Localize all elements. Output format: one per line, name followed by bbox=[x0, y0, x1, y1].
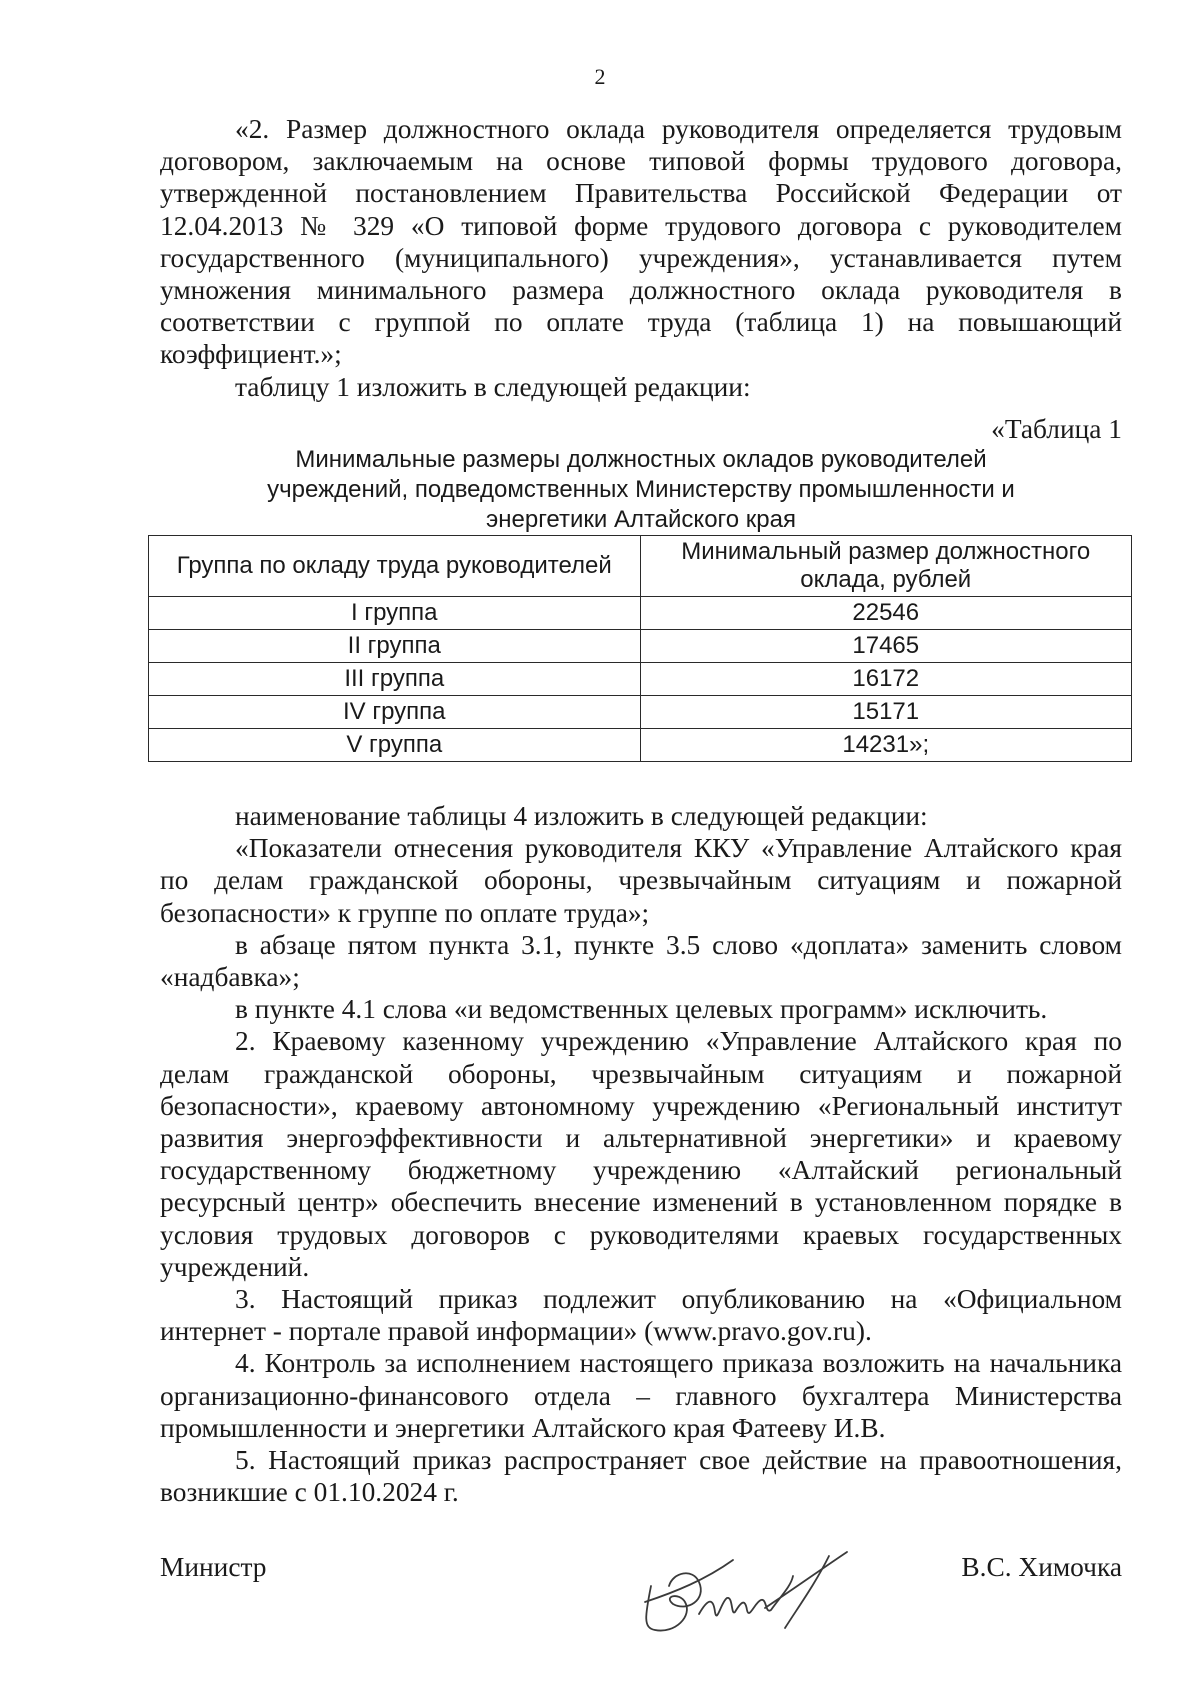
signature-block bbox=[160, 1530, 1122, 1670]
table-cell-salary: 16172 bbox=[640, 663, 1132, 696]
signatory-name: В.С. Химочка bbox=[961, 1552, 1122, 1582]
paragraph-item-4: 4. Контроль за исполнением настоящего приказа возложить на начальника организационно-финансового отдела – главного бухгалтера Министерства промышленности и энергетики Алтайского края Фатееву И.В. bbox=[160, 1348, 1122, 1443]
table-cell-salary: 15171 bbox=[640, 696, 1132, 729]
table-cell-group: IV группа bbox=[149, 696, 641, 729]
table-cell-group: III группа bbox=[149, 663, 641, 696]
table-cell-group: V группа bbox=[149, 729, 641, 762]
salary-table bbox=[148, 535, 1132, 762]
page-number: 2 bbox=[594, 64, 606, 89]
paragraph-table4-title: «Показатели отнесения руководителя ККУ «Управление Алтайского края по делам гражданской обороны, чрезвычайным ситуациям и пожарной безопасности» к группе по оплате труда»; bbox=[160, 833, 1122, 928]
table-header-row bbox=[149, 536, 1132, 597]
paragraph-table4-intro: наименование таблицы 4 изложить в следующей редакции: bbox=[235, 801, 928, 832]
table-cell-salary: 17465 bbox=[640, 630, 1132, 663]
table-row bbox=[149, 630, 1132, 663]
table-row bbox=[149, 663, 1132, 696]
paragraph-item-2-institutions: 2. Краевому казенному учреждению «Управление Алтайского края по делам гражданской обороны, чрезвычайным ситуациям и пожарной безопасности», краевому автономному учреждению «Региональный институт развития энергоэффективности и альтернативной энергетики» и краевому государственному бюджетному учреждению «Алтайский региональный ресурсный центр» обеспечить внесение изменений в установленном порядке в условия трудовых договоров с руководителями краевых государственных учреждений. bbox=[160, 1026, 1122, 1282]
paragraph-item-5: 5. Настоящий приказ распространяет свое действие на правоотношения, возникшие с 01.10.2024 г. bbox=[160, 1445, 1122, 1508]
table-cell-group: II группа bbox=[149, 630, 641, 663]
table-row bbox=[149, 696, 1132, 729]
table-header-group: Группа по окладу труда руководителей bbox=[149, 536, 641, 597]
paragraph-item-2: «2. Размер должностного оклада руководителя определяется трудовым договором, заключаемым на основе типовой формы трудового договора, утвержденной постановлением Правительства Российской Федерации от 12.04.2013 № 329 «О типовой форме трудового договора с руководителем государственного (муниципального) учреждения», устанавливается путем умножения минимального размера должностного оклада руководителя в соответствии с группой по оплате труда (таблица 1) на повышающий коэффициент.»; bbox=[160, 114, 1122, 370]
paragraph-item-3: 3. Настоящий приказ подлежит опубликованию на «Официальном интернет - портале правой информации» (www.pravo.gov.ru). bbox=[160, 1284, 1122, 1347]
paragraph-exclude-words: в пункте 4.1 слова «и ведомственных целевых программ» исключить. bbox=[235, 994, 1048, 1025]
table-cell-salary: 22546 bbox=[640, 597, 1132, 630]
handwritten-signature bbox=[615, 1516, 875, 1646]
table-row bbox=[149, 729, 1132, 762]
document-body bbox=[160, 113, 1122, 1509]
spacer bbox=[160, 762, 1122, 800]
paragraph-replace-word: в абзаце пятом пункта 3.1, пункте 3.5 слово «доплата» заменить словом «надбавка»; bbox=[160, 929, 1122, 993]
table-header-salary: Минимальный размер должностного оклада, рублей bbox=[640, 536, 1132, 597]
table-row bbox=[149, 597, 1132, 630]
table-title: Минимальные размеры должностных окладов руководителей учреждений, подведомственных Министерству промышленности и энергетики Алтайского края bbox=[267, 446, 1015, 534]
paragraph-table-intro: таблицу 1 изложить в следующей редакции: bbox=[235, 371, 751, 402]
table-label: «Таблица 1 bbox=[991, 413, 1122, 444]
table-cell-salary: 14231»; bbox=[640, 729, 1132, 762]
table-cell-group: I группа bbox=[149, 597, 641, 630]
signatory-position: Министр bbox=[160, 1552, 267, 1582]
